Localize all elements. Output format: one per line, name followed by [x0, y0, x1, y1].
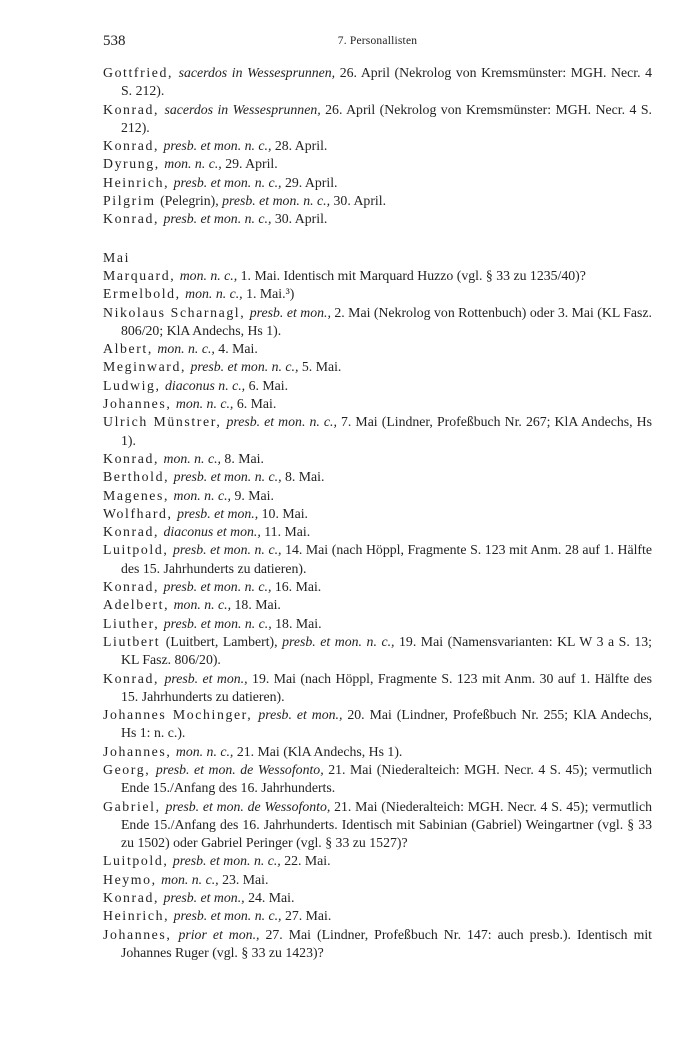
entry-role: sacerdos in Wessesprunnen,: [164, 101, 321, 117]
entry-role: mon. n. c.,: [161, 871, 219, 887]
entry-text: 21. Mai (Niederalteich: MGH. Necr. 4 S. 45); vermutlich Ende 15./Anfang des 16. Jahrhunderts. Identisch mit Sabinian (Gabriel) Weingartner (vgl. § 33 zu 1502) oder Gabriel Peringer (vgl. § 33 zu 1527)?: [121, 798, 653, 851]
register-entry: [103, 615, 652, 633]
register-entry: [103, 907, 652, 925]
entry-text: 9. Mai.: [234, 487, 274, 503]
entry-text: 28. April.: [274, 138, 328, 154]
register-entry: [103, 174, 652, 192]
entry-role: diaconus et mon.,: [163, 524, 261, 540]
entry-text: 14. Mai (nach Höppl, Fragmente S. 123 mit Anm. 28 auf 1. Hälfte des 15. Jahrhunderts zu datieren).: [121, 542, 652, 576]
entry-text: 27. Mai (Lindner, Profeßbuch Nr. 147: auch presb.). Identisch mit Johannes Ruger (vgl. § 33 zu 1423)?: [121, 926, 652, 960]
entry-role: presb. et mon.,: [164, 670, 248, 686]
entry-name: Konrad,: [103, 890, 160, 906]
entry-name: Heinrich,: [103, 174, 170, 190]
entry-text: 23. Mai.: [222, 871, 269, 887]
entry-text: 1. Mai.³): [246, 286, 295, 302]
entry-name-variant: (Luitbert, Lambert),: [165, 633, 278, 649]
entry-role: presb. et mon. n. c.,: [173, 469, 282, 485]
register-entry: [103, 743, 652, 761]
register-entry: [103, 395, 652, 413]
entry-text: 22. Mai.: [284, 853, 331, 869]
entry-name: Albert,: [103, 341, 153, 357]
entry-text: 18. Mai.: [234, 597, 281, 613]
entry-role: presb. et mon.,: [258, 707, 343, 723]
entry-role: presb. et mon.,: [163, 890, 245, 906]
register-entry: [103, 761, 652, 798]
entry-name: Luitpold,: [103, 853, 169, 869]
register-entry: [103, 192, 652, 210]
register-entry: [103, 358, 652, 376]
entry-name: Luitpold,: [103, 542, 169, 558]
entry-role: mon. n. c.,: [175, 396, 234, 412]
entry-name: Meginward,: [103, 359, 187, 375]
entry-name: Johannes Mochinger,: [103, 707, 253, 723]
entry-name: Konrad,: [103, 101, 160, 117]
entry-text: 19. Mai (nach Höppl, Fragmente S. 123 mit Anm. 30 auf 1. Hälfte des 15. Jahrhunderts zu datieren).: [121, 670, 653, 704]
entry-role: presb. et mon. n. c.,: [226, 414, 337, 430]
entry-role: diaconus n. c.,: [165, 377, 246, 393]
entry-name: Magenes,: [103, 487, 170, 503]
entry-text: 8. Mai.: [284, 469, 325, 485]
entry-name: Gabriel,: [103, 798, 161, 814]
register-entry: [103, 210, 652, 228]
register-entry: [103, 926, 652, 963]
entry-role: prior et mon.,: [178, 926, 260, 942]
register-entry: [103, 852, 652, 870]
entry-text: 5. Mai.: [301, 359, 342, 375]
april-list: [103, 64, 652, 229]
entry-text: 11. Mai.: [264, 524, 311, 540]
entry-name-variant: (Pelegrin),: [160, 193, 219, 209]
entry-role: mon. n. c.,: [157, 341, 215, 357]
entry-role: presb. et mon. n. c.,: [173, 908, 282, 924]
entry-text: 24. Mai.: [248, 890, 295, 906]
register-entry: [103, 505, 652, 523]
entry-role: presb. et mon. n. c.,: [163, 615, 272, 631]
entry-role: presb. et mon. de Wessofonto,: [155, 761, 324, 777]
register-entry: [103, 137, 652, 155]
register-entry: [103, 64, 652, 101]
entry-name: Johannes,: [103, 926, 172, 942]
entry-name: Konrad,: [103, 524, 160, 540]
section-title-mai: Mai: [103, 249, 131, 265]
page-body: [103, 64, 652, 962]
entry-name: Johannes,: [103, 743, 172, 759]
entry-name: Marquard,: [103, 267, 176, 283]
entry-role: presb. et mon. n. c.,: [163, 138, 272, 154]
entry-role: presb. et mon. n. c.,: [172, 853, 281, 869]
entry-name: Georg,: [103, 761, 151, 777]
entry-name: Liuther,: [103, 615, 160, 631]
entry-role: presb. et mon. n. c.,: [172, 542, 282, 558]
entry-name: Konrad,: [103, 579, 160, 595]
entry-role: presb. et mon.,: [177, 505, 259, 521]
register-entry: [103, 340, 652, 358]
mai-list: [103, 267, 652, 962]
register-entry: [103, 101, 652, 138]
entry-role: presb. et mon. n. c.,: [173, 174, 282, 190]
register-entry: [103, 578, 652, 596]
page-number: 538: [103, 33, 126, 49]
entry-name: Ludwig,: [103, 377, 161, 393]
entry-role: presb. et mon. n. c.,: [163, 579, 272, 595]
entry-text: 26. April (Nekrolog von Kremsmünster: MGH. Necr. 4 S. 212).: [121, 101, 652, 135]
entry-text: 20. Mai (Lindner, Profeßbuch Nr. 255; KlA Andechs, Hs 1: n. c.).: [121, 707, 652, 741]
entry-name: Konrad,: [103, 211, 160, 227]
register-entry: [103, 706, 652, 743]
register-entry: [103, 285, 652, 303]
entry-text: 6. Mai.: [236, 396, 277, 412]
entry-role: mon. n. c.,: [185, 286, 243, 302]
entry-text: 6. Mai.: [248, 377, 289, 393]
entry-text: 16. Mai.: [274, 579, 322, 595]
entry-name: Dyrung,: [103, 156, 160, 172]
register-entry: [103, 798, 652, 853]
page-header: [103, 33, 652, 53]
entry-text: 10. Mai.: [261, 505, 309, 521]
entry-role: presb. et mon. n. c.,: [222, 193, 331, 209]
entry-text: 21. Mai (KlA Andechs, Hs 1).: [236, 743, 403, 759]
entry-text: 4. Mai.: [218, 341, 258, 357]
entry-name: Nikolaus Scharnagl,: [103, 304, 246, 320]
register-entry: [103, 889, 652, 907]
register-entry: [103, 596, 652, 614]
entry-name: Berthold,: [103, 469, 170, 485]
entry-name: Heinrich,: [103, 908, 170, 924]
entry-name: Konrad,: [103, 670, 160, 686]
entry-name: Johannes,: [103, 396, 172, 412]
entry-role: sacerdos in Wessesprunnen,: [178, 65, 336, 80]
entry-role: presb. et mon. de Wessofonto,: [165, 798, 331, 814]
entry-text: 30. April.: [333, 193, 387, 209]
entry-name: Ulrich Münstrer,: [103, 414, 222, 430]
entry-text: 27. Mai.: [284, 908, 332, 924]
entry-text: 8. Mai.: [224, 450, 264, 466]
entry-text: 29. April.: [284, 174, 338, 190]
entry-text: 21. Mai (Niederalteich: MGH. Necr. 4 S. 45); vermutlich Ende 15./Anfang des 16. Jahrhunderts.: [121, 761, 653, 796]
register-entry: [103, 871, 652, 889]
entry-role: mon. n. c.,: [173, 487, 231, 503]
entry-role: mon. n. c.,: [164, 156, 222, 172]
entry-text: 2. Mai (Nekrolog von Rottenbuch) oder 3. Mai (KL Fasz. 806/20; KlA Andechs, Hs 1).: [121, 304, 652, 338]
entry-text: 26. April (Nekrolog von Kremsmünster: MGH. Necr. 4 S. 212).: [121, 65, 653, 99]
entry-role: mon. n. c.,: [163, 450, 221, 466]
register-entry: [103, 487, 652, 505]
register-entry: [103, 155, 652, 173]
entry-name: Adelbert,: [103, 597, 170, 613]
entry-role: mon. n. c.,: [175, 743, 234, 759]
running-head: 7. Personallisten: [337, 35, 418, 47]
entry-name: Liutbert: [103, 633, 161, 649]
register-entry: [103, 304, 652, 341]
entry-name: Konrad,: [103, 450, 160, 466]
entry-name: Ermelbold,: [103, 286, 181, 302]
register-entry: [103, 450, 652, 468]
register-entry: [103, 523, 652, 541]
entry-name: Wolfhard,: [103, 505, 173, 521]
entry-text: 18. Mai.: [275, 615, 322, 631]
register-entry: [103, 468, 652, 486]
register-entry: [103, 267, 652, 285]
entry-role: mon. n. c.,: [173, 597, 232, 613]
entry-name: Pilgrim: [103, 193, 156, 209]
entry-text: 19. Mai (Namensvarianten: KL W 3 a S. 13; KL Fasz. 806/20).: [121, 633, 652, 668]
register-entry: [103, 633, 652, 670]
entry-text: 1. Mai. Identisch mit Marquard Huzzo (vgl. § 33 zu 1235/40)?: [240, 267, 586, 283]
entry-role: presb. et mon. n. c.,: [163, 211, 272, 227]
register-entry: [103, 541, 652, 578]
entry-name: Heymo,: [103, 871, 157, 887]
entry-role: presb. et mon. n. c.,: [190, 359, 299, 375]
entry-text: 29. April.: [225, 156, 278, 172]
register-entry: [103, 670, 652, 707]
register-entry: [103, 413, 652, 450]
register-entry: [103, 377, 652, 395]
entry-name: Konrad,: [103, 138, 160, 154]
entry-text: 30. April.: [274, 211, 328, 227]
entry-role: presb. et mon. n. c.,: [282, 633, 395, 649]
entry-role: mon. n. c.,: [179, 267, 238, 283]
entry-role: presb. et mon.,: [249, 304, 331, 320]
entry-name: Gottfried,: [103, 65, 174, 80]
entry-text: 7. Mai (Lindner, Profeßbuch Nr. 267; KlA Andechs, Hs 1).: [121, 414, 652, 448]
